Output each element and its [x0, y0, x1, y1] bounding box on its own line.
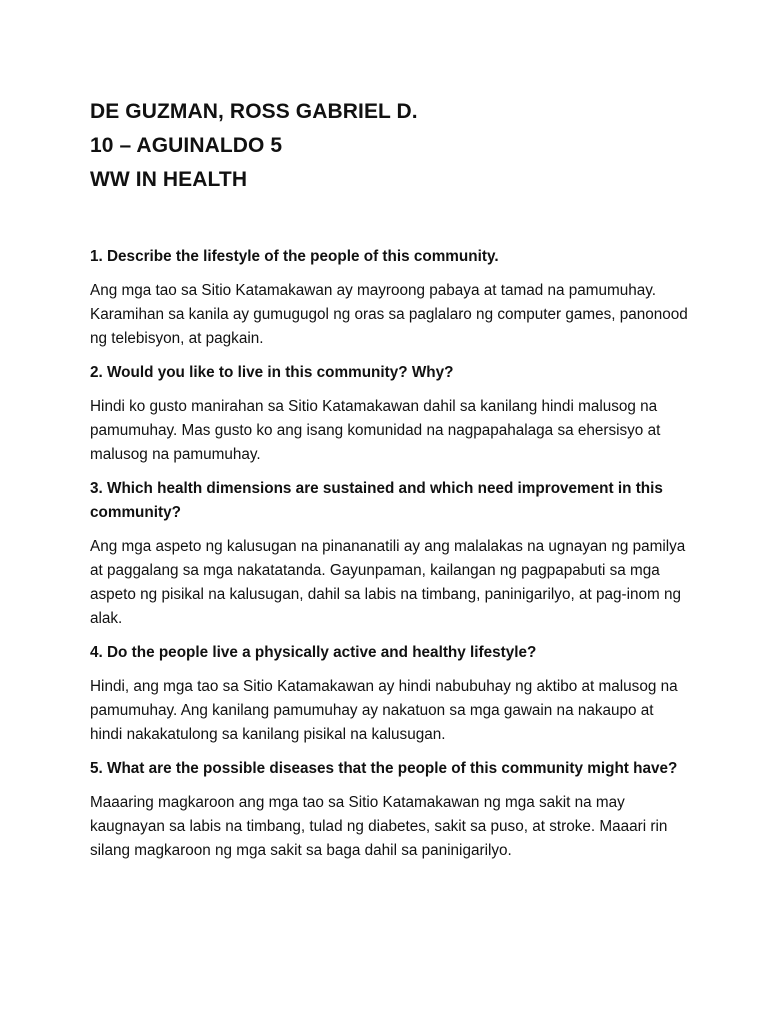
question-3: 3. Which health dimensions are sustained and which need improvement in this community?	[90, 480, 663, 521]
assignment-title: WW IN HEALTH	[90, 168, 248, 191]
qa-list	[90, 245, 690, 863]
answer-2: Hindi ko gusto manirahan sa Sitio Katamakawan dahil sa kanilang hindi malusog na pamumuhay. Mas gusto ko ang isang komunidad na nagpapahalaga sa ehersisyo at malusog na pamumuhay.	[90, 398, 661, 463]
student-name: DE GUZMAN, ROSS GABRIEL D.	[90, 100, 418, 123]
answer-3: Ang mga aspeto ng kalusugan na pinananatili ay ang malalakas na ugnayan ng pamilya at paggalang sa mga nakatatanda. Gayunpaman, kailangan ng pagpapabuti sa mga aspeto ng pisikal na kalusugan, dahil sa labis na timbang, paninigarilyo, at pag-inom ng alak.	[90, 538, 686, 627]
answer-5: Maaaring magkaroon ang mga tao sa Sitio Katamakawan ng mga sakit na may kaugnayan sa labis na timbang, tulad ng diabetes, sakit sa puso, at stroke. Maaari rin silang magkaroon ng mga sakit sa baga dahil sa paninigarilyo.	[90, 794, 668, 859]
answer-4: Hindi, ang mga tao sa Sitio Katamakawan ay hindi nabubuhay ng aktibo at malusog na pamumuhay. Ang kanilang pamumuhay ay nakatuon sa mga gawain na nakaupo at hindi nakakatulong sa kanilang pisikal na kalusugan.	[90, 678, 678, 743]
document-content	[90, 95, 690, 873]
question-4: 4. Do the people live a physically active and healthy lifestyle?	[90, 644, 537, 661]
question-5: 5. What are the possible diseases that the people of this community might have?	[90, 760, 678, 777]
question-1: 1. Describe the lifestyle of the people of this community.	[90, 248, 499, 265]
question-2: 2. Would you like to live in this community? Why?	[90, 364, 454, 381]
answer-1: Ang mga tao sa Sitio Katamakawan ay mayroong pabaya at tamad na pamumuhay. Karamihan sa kanila ay gumugugol ng oras sa paglalaro ng computer games, panonood ng telebisyon, at pagkain.	[90, 282, 688, 347]
student-section: 10 – AGUINALDO 5	[90, 134, 283, 157]
